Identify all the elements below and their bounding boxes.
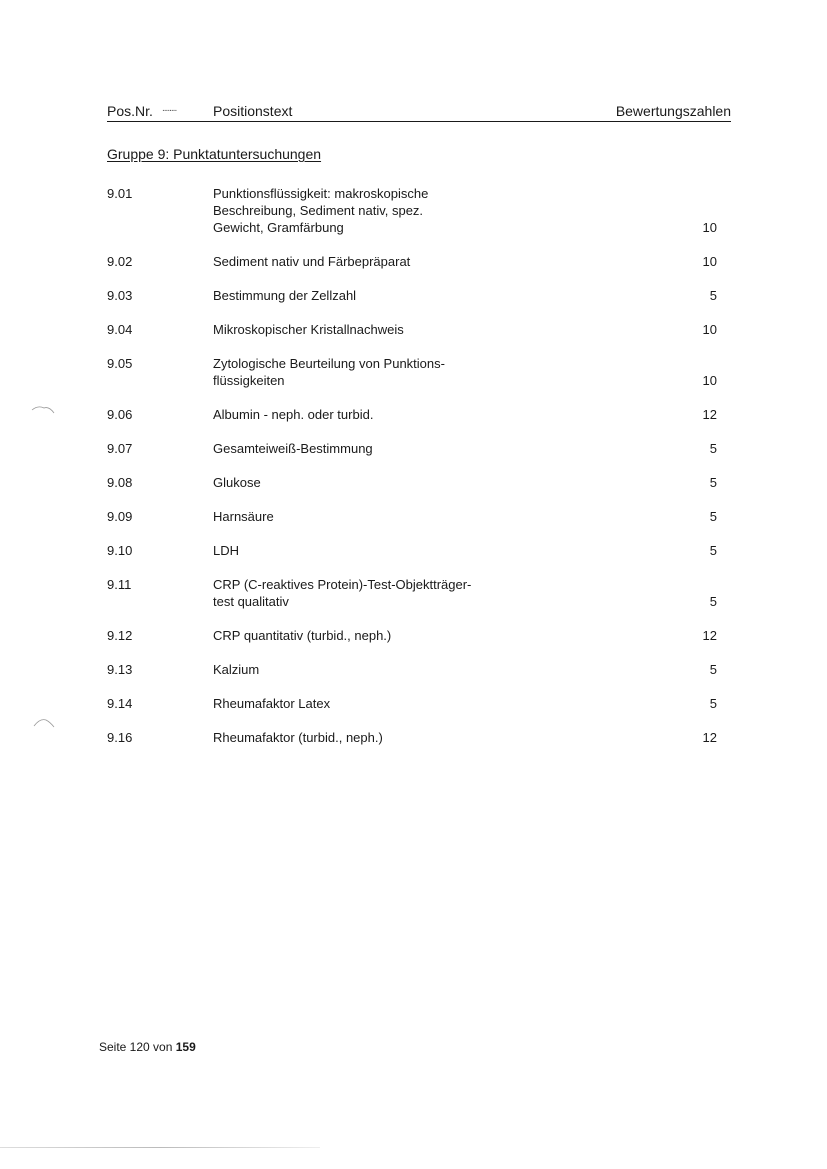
table-row bbox=[107, 661, 717, 678]
table-row bbox=[107, 406, 717, 423]
table-row bbox=[107, 253, 717, 270]
score-value: 5 bbox=[709, 543, 717, 558]
group-title: Gruppe 9: Punktatuntersuchungen bbox=[107, 146, 322, 162]
position-number: 9.08 bbox=[107, 475, 133, 490]
position-number: 9.04 bbox=[107, 322, 133, 337]
position-number: 9.11 bbox=[107, 577, 132, 592]
scan-edge-line bbox=[0, 1147, 320, 1148]
position-number: 9.16 bbox=[107, 730, 133, 745]
table-row bbox=[107, 695, 717, 712]
position-text: Kalzium bbox=[213, 662, 260, 677]
position-text: Glukose bbox=[213, 475, 261, 490]
page-footer bbox=[99, 1040, 196, 1054]
score-value: 12 bbox=[702, 628, 717, 643]
position-text: Punktionsflüssigkeit: makroskopische Beschreibung, Sediment nativ, spez. Gewicht, Gramfärbung bbox=[213, 186, 429, 235]
score-value: 10 bbox=[702, 220, 717, 235]
table-row bbox=[107, 321, 717, 338]
score-value: 10 bbox=[702, 254, 717, 269]
position-number: 9.13 bbox=[107, 662, 133, 677]
position-number: 9.14 bbox=[107, 696, 133, 711]
table-row bbox=[107, 185, 717, 236]
position-text: LDH bbox=[213, 543, 240, 558]
position-text: Albumin - neph. oder turbid. bbox=[213, 407, 374, 422]
table-row bbox=[107, 627, 717, 644]
position-text: Sediment nativ und Färbepräparat bbox=[213, 254, 411, 269]
position-text: Bestimmung der Zellzahl bbox=[213, 288, 357, 303]
table-row bbox=[107, 355, 717, 389]
position-text: Harnsäure bbox=[213, 509, 274, 524]
position-number: 9.12 bbox=[107, 628, 133, 643]
position-text: Rheumafaktor Latex bbox=[213, 696, 331, 711]
table-row bbox=[107, 440, 717, 457]
score-value: 5 bbox=[709, 594, 717, 609]
table-row bbox=[107, 508, 717, 525]
position-number: 9.09 bbox=[107, 509, 133, 524]
position-number: 9.05 bbox=[107, 356, 133, 371]
table-row bbox=[107, 287, 717, 304]
score-value: 5 bbox=[709, 696, 717, 711]
scan-mark bbox=[30, 716, 56, 728]
position-text: Gesamteiweiß-Bestimmung bbox=[213, 441, 373, 456]
score-value: 10 bbox=[702, 373, 717, 388]
score-value: 5 bbox=[709, 662, 717, 677]
score-value: 5 bbox=[709, 288, 717, 303]
table-row bbox=[107, 729, 717, 746]
position-list bbox=[107, 185, 717, 763]
position-text: CRP (C-reaktives Protein)-Test-Objektträger- test qualitativ bbox=[213, 577, 472, 609]
table-row bbox=[107, 542, 717, 559]
pos-nr-header: Pos.Nr. bbox=[107, 103, 153, 119]
page-footer-prefix: Seite 120 von bbox=[99, 1040, 176, 1054]
score-value: 12 bbox=[702, 730, 717, 745]
score-value: 5 bbox=[709, 475, 717, 490]
position-number: 9.07 bbox=[107, 441, 133, 456]
position-text-header: Positionstext bbox=[213, 103, 293, 119]
position-text: Rheumafaktor (turbid., neph.) bbox=[213, 730, 383, 745]
position-text: CRP quantitativ (turbid., neph.) bbox=[213, 628, 392, 643]
score-header: Bewertungszahlen bbox=[615, 103, 731, 119]
score-value: 12 bbox=[702, 407, 717, 422]
position-number: 9.03 bbox=[107, 288, 133, 303]
pos-nr-dots: ........ bbox=[162, 103, 177, 114]
position-number: 9.06 bbox=[107, 407, 133, 422]
score-value: 5 bbox=[709, 509, 717, 524]
position-text: Mikroskopischer Kristallnachweis bbox=[213, 322, 404, 337]
position-number: 9.01 bbox=[107, 186, 133, 201]
score-value: 5 bbox=[709, 441, 717, 456]
position-number: 9.10 bbox=[107, 543, 133, 558]
page-footer-total: 159 bbox=[175, 1040, 196, 1054]
position-number: 9.02 bbox=[107, 254, 133, 269]
score-value: 10 bbox=[702, 322, 717, 337]
table-header bbox=[107, 103, 731, 122]
position-text: Zytologische Beurteilung von Punktions- flüssigkeiten bbox=[213, 356, 445, 388]
table-row bbox=[107, 474, 717, 491]
scan-mark bbox=[30, 402, 56, 414]
table-row bbox=[107, 576, 717, 610]
